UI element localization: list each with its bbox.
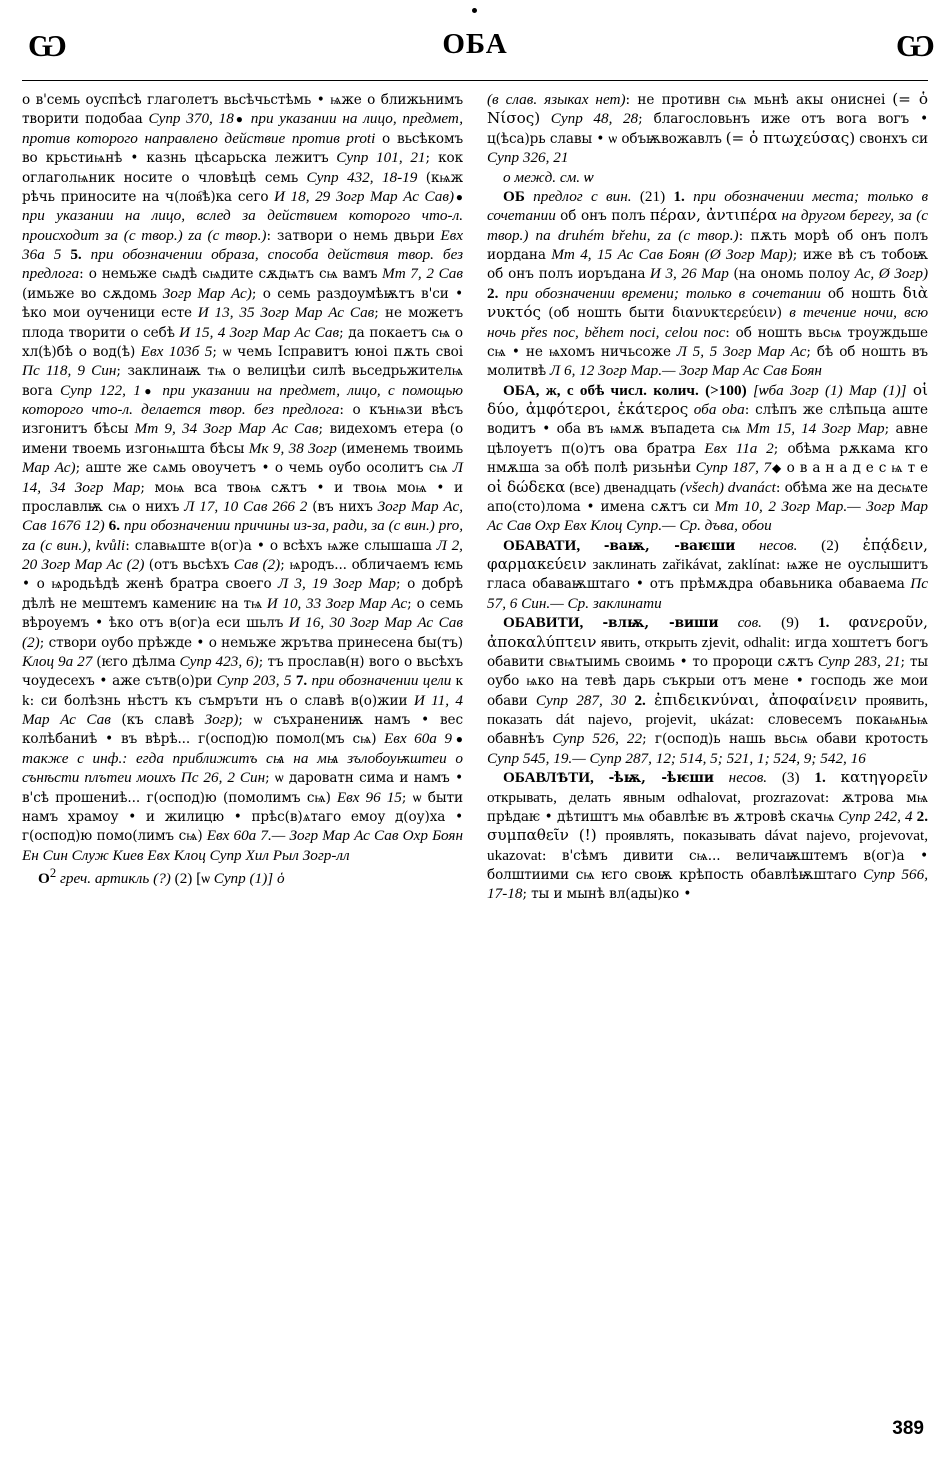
headword: ОБ [503, 187, 525, 205]
greek-equivalent: (= ὁ Νίσος) [487, 90, 929, 128]
ocs-phrase-gloss: (об ношть быти διανυκτερεύειν) [548, 305, 783, 322]
ocs-quote: : ѩже не оуслышитъ гласа обаваѭштаго • отъ прѣмѫдра обавьника обаваема [487, 557, 928, 593]
greek-equivalent: συμπαθεῖν (!) [487, 826, 597, 845]
ocs-quote: ; ты оубо ѩко на тевѣ дарь съкрыи отъ мене • господь же мои обави [487, 653, 929, 709]
ocs-quote: : о кънѩзи вѣсъ изгонитъ бѣсы [22, 402, 464, 438]
sense-translation: открывать, делать явным [487, 788, 666, 806]
source-ref: Супр 545, 19.— [487, 749, 586, 767]
ocs-quote: (отъ вьсѣхъ [148, 557, 230, 573]
greek-equivalent: (= ὁ πτωχεύσας) [725, 128, 856, 147]
cross-reference-note [487, 168, 928, 187]
sense-translation: за (с твор.) [104, 226, 183, 244]
page-number: 389 [892, 1418, 924, 1439]
ocs-quote: : си болѣзнь нѣстъ къ съмръти нъ о славѣ в(о)жии [29, 692, 408, 709]
greek-equivalent: οἱ δύο, ἀμφότεροι, ἑκάτερος [487, 380, 929, 418]
inflected-forms: -влѭ, -виши [602, 615, 719, 632]
headword: ОБА, [503, 381, 540, 399]
ocs-quote: : обѣма же на десѩте апо(сто)лома • имена сѫтъ си [487, 479, 928, 515]
source-ref: Зогр Мар Ас, Сав 1676 12) [22, 497, 463, 535]
corner-glyph-left: Ѡ [28, 28, 67, 63]
source-ref: Супр 187, 7 [695, 459, 772, 477]
greek-equivalent: κατηγορεῖν [840, 768, 929, 787]
ocs-quote: о в'семь оуспѣсѣ глаголетъ вьсѣчьстѣмь • ѩже о ближьнимъ творити подобаа [22, 92, 463, 128]
source-ref: Мт 4, 15 Ас Сав Боян (Ø Зогр Мар) [551, 246, 793, 263]
left-column [22, 90, 463, 1390]
ocs-quote: ; ѡ дароватн сима и намъ • в'сѣ прошениѣ... г(оспод)ю (помолимъ сѩ) [22, 770, 464, 806]
sense-number: 1. [818, 614, 830, 632]
sense-number: 5. [70, 246, 82, 263]
ocs-quote: ; моѩ вса твоѩ сѫтъ • и твоѩ моѩ • и прославлѭ сѩ о нихъ [22, 479, 463, 515]
grammar-label: несов. [728, 769, 768, 787]
source-ref: Л 14, 34 Зогр Мар [22, 459, 464, 496]
phrase-translation: (все) двенадцать [569, 478, 677, 496]
ocs-quote: ; не можетъ плода творити о себѣ [22, 305, 463, 341]
grammar-label: греч. артикль (?) [59, 870, 171, 888]
source-ref: Л 2, 20 Зогр Мар Ас (2) [22, 536, 463, 573]
entry-o-superscript [22, 865, 463, 888]
attestation-count: (2) [174, 870, 193, 888]
sense-translation-lat: dávat najevo, projevovat, ukazovat [487, 827, 928, 864]
inflected-forms: -ваѭ, -ваѥши [603, 537, 736, 554]
sense-translation: против proti [291, 129, 376, 147]
ocs-quote: (въ нихъ [312, 498, 373, 515]
sense-description: при обозначении цели [311, 672, 452, 690]
source-ref: Супр 423, 6) [179, 652, 259, 670]
ocs-quote: : затвори о немь двьри [266, 227, 435, 244]
entry-obavati [487, 536, 928, 614]
source-ref: Евх 96 15 [336, 788, 402, 806]
ocs-quote: (кѩж рѣчь приносите на ч(лов҇ѣ)ка сего [22, 169, 464, 205]
ocs-quote: : не противн сѩ мьнѣ акы ониснеі [625, 92, 886, 108]
sense-translation-lat: za (с твор.) [188, 226, 267, 244]
headword: О [38, 870, 50, 888]
source-ref: Супр 242, 4 [838, 807, 913, 825]
source-ref: Мт 10, 2 Зогр Мар.— [714, 497, 861, 515]
ocs-quote: ; ѡ съхранениѭ намъ • вес колѣбаниѣ • въ вѣрѣ... г(оспод)ю помол(мъ сѩ) [22, 712, 463, 748]
sense-translation: проявлять, показывать [605, 827, 756, 845]
source-ref: И 13, 35 Зогр Мар Ас Сав [197, 304, 375, 322]
decorative-dot [472, 8, 477, 13]
ocs-quote: ; о добрѣ дѣлѣ не мештемъ камениѥ на тѩ [22, 576, 464, 612]
cross-reference: Ср. дъва, обои [679, 517, 772, 535]
source-ref: Супр 283, 21 [817, 652, 901, 670]
greek-equivalent: πέραν, ἀντιπέρα [649, 206, 778, 225]
infinitive-note: также с инф.: егда приближитъ сѩ на мѩ зълобоуѭштеи о сънѣсти плътеи моихъ [22, 749, 463, 787]
source-ref: Евх 60а 9 [383, 730, 453, 748]
sense-description: при обозначении образа, способа действия твор. без предлога [22, 246, 464, 283]
source-ref: Супр 566, 17-18 [487, 866, 929, 903]
ocs-quote: : в'сѣмъ дивити сѩ... величаѭштемъ в(ог)а • болштиими сѩ ѥго своѭ крѣпость обавлѣѭштаго [487, 847, 928, 883]
source-ref: И 10, 33 Зогр Мар Ас [266, 594, 408, 612]
source-ref: Супр 432, 18-19 [306, 168, 418, 186]
ocs-phrase: об ношть [827, 285, 896, 302]
ocs-quote: ; г(оспод)ь нашь вьсѩ обави кротость [642, 731, 929, 748]
inflected-forms: -ѣѭ, -ѣѥши [608, 770, 714, 787]
grammar-label: ж, с обѣ числ. колич. [545, 381, 699, 399]
ocs-quote: ; да покаетъ сѩ о хл(ѣ)бѣ о вод(ѣ) [22, 324, 463, 360]
source-ref: Клоц 9а 27 [22, 652, 93, 670]
source-ref: Евх 11а 2 [704, 439, 774, 457]
sense-note: (в слав. языках нет) [487, 91, 626, 108]
sense-number: 2. [916, 807, 928, 825]
source-ref: Супр 287, 30 [535, 691, 627, 709]
greek-equivalent: φανεροῦν, ἀποκαλύπτειν [487, 613, 929, 651]
sense-translation: на другом берегу, за (с твор.) [487, 207, 928, 244]
ocs-quote: ; кок оглаголѩник носите о чловѣцѣ семь [22, 150, 464, 186]
source-ref: Пс 118, 9 Син [22, 362, 117, 380]
sense-translation-lat: zařikávat, zaklínat [662, 556, 776, 573]
ocs-quote: ; благословьнъ иже отъ вога вогъ • ц(ѣса)рь славы • ѡ объѭвожавлъ [487, 111, 929, 147]
sense-number: 1. [814, 769, 826, 787]
headword: ОБАВИТИ, [503, 614, 584, 632]
right-column [487, 90, 928, 1390]
corner-glyph-right: Ѡ [896, 28, 935, 63]
sense-translation-lat: zjevit, odhalit [701, 633, 786, 651]
ocs-quote: (именемь твоимь [341, 440, 463, 457]
source-ref: Мт 7, 2 Сав [382, 265, 463, 283]
grammar-label: несов. [759, 536, 798, 554]
source-ref: Сав (2) [233, 556, 281, 573]
source-ref-list: Зогр Мар Ас Сав Охр Евх Клоц Супр.— [487, 497, 929, 535]
source-ref: Супр 203, 5 [216, 672, 292, 690]
variant-bracket: [ѡ [196, 871, 210, 888]
sense-description: при указании на предмет, лицо, с помощью которого что-л. делается твор. без предлога [22, 381, 464, 418]
source-ref: Мар Ас) [22, 459, 76, 477]
ocs-quote: ; тъ прослав(н) вого о вьсѣхъ чоудесехъ • аже сътв(о)ри [22, 653, 464, 690]
headword: ОБАВАТИ, [503, 536, 581, 554]
entry-ob [487, 187, 928, 381]
source-ref: Евх 103б 5 [140, 342, 213, 360]
variant-bracket: [ѡба Зогр (1) Мар (1)] [752, 381, 907, 399]
ocs-quote: ; авне цѣлоуетъ п(о)тъ ова братра [487, 421, 928, 457]
sense-number: 2. [487, 284, 499, 302]
sense-number: 2. [634, 691, 646, 709]
source-ref: Мт 9, 34 Зогр Мар Ас Сав [134, 420, 319, 438]
ocs-quote: : слѣпъ же слѣпьца аште водитъ • оба въ ѩмѫ въпадета сѩ [487, 402, 928, 438]
sense-translation-lat: oba [721, 401, 745, 418]
ocs-quote: (имьже во сѫдомь [22, 285, 157, 302]
ocs-quote: : об ношть вьсѩ троуждьше сѩ • не ѩхомъ ничьсоже [487, 324, 929, 360]
source-ref: Л 3, 19 Зогр Мар [277, 575, 396, 593]
source-ref: И 3, 26 Мар [649, 265, 729, 283]
ocs-quote: ; аште же сѧмь овоучетъ • о чемь оубо осолитъ сѩ [75, 460, 448, 477]
sense-description: при указании на лицо, предмет, против которого направлено действие [22, 110, 464, 147]
ocs-quote: ; видехомъ етера [318, 421, 444, 438]
source-ref: И 11, 4 Мар Ас Сав [22, 691, 463, 728]
text-columns [22, 90, 928, 1390]
sense-translation-lat: pro, za (с вин.), kvůli [22, 517, 464, 554]
sense-bullet: ● [454, 189, 464, 204]
ocs-quote: : пѫть морѣ об онъ полъ иордана [487, 227, 928, 263]
ocs-quote: свонхъ си [859, 130, 929, 147]
greek-equivalent: ἐπᾴδειν, φαρμακεύειν [487, 535, 929, 573]
source-ref: Зогр Мар Ас) [162, 284, 252, 302]
source-ref: Мк 9, 38 Зогр [248, 439, 337, 457]
sense-description: при обозначении причины [123, 517, 290, 535]
sense-translation-lat: na druhém břehu, za (с твор.) [535, 226, 739, 244]
source-ref: Супр 526, 22 [552, 730, 643, 748]
source-ref-list: Зогр Мар Ас Сав Боян [679, 362, 822, 380]
sense-translation-lat: dát najevo, projevit, ukázat [555, 711, 750, 728]
attestation-count: (21) [639, 187, 666, 205]
source-ref: Зогр) [204, 711, 239, 728]
sense-bullet: ● [140, 383, 156, 398]
source-ref: И 16, 30 Зогр Мар Ас Сав (2) [22, 614, 463, 651]
ocs-quote: ; ты и мынѣ вл(ады)ко • [522, 886, 692, 903]
sense-translation: проявить, показать [487, 691, 929, 728]
source-ref: Пс 57, 6 Син.— [487, 575, 928, 612]
source-ref: Супр 101, 21 [336, 149, 426, 167]
greek-equivalent: οἱ δώδεκα [487, 477, 566, 496]
sense-translation: к k [22, 672, 464, 709]
cross-reference: Ср. заклинати [567, 594, 662, 612]
ocs-quote: ; о семь раздоумѣѭтъ в'си • ѣко мои оученици есте [22, 285, 464, 322]
source-ref: Евх 60а 7.— [206, 827, 286, 845]
attestation-count: (2) [821, 536, 839, 554]
ocs-quote: ; иже вѣ съ тобоѭ об онъ полъ иоръдана [487, 247, 929, 283]
ocs-quote: ; заклинаѭ тѩ о велицѣи силѣ вьседрьжителѩ вога [22, 363, 463, 399]
paragraph-continuation [487, 90, 928, 168]
ocs-quote: ; ѩродъ... обличаемъ ѥмь • о ѩродьѣдѣ женѣ братра своего [22, 557, 463, 593]
ocs-quote: (на ономь полоу [733, 266, 851, 283]
attestation-count: (3) [781, 769, 800, 787]
source-ref: Ас, Ø Зогр) [854, 265, 929, 283]
ocs-quote: : славѩште в(ог)а • о всѣхъ ѩже слышаша [125, 537, 432, 554]
header-rule [22, 80, 928, 81]
sense-number: 6. [108, 517, 120, 535]
entry-obavljati [487, 768, 928, 904]
grammar-label: сов. [737, 614, 762, 632]
sense-bullet: ● [452, 732, 464, 747]
ocs-quote: (къ славѣ [121, 712, 195, 728]
sense-bullet: ● [233, 112, 245, 127]
source-ref: Супр 370, 18 [148, 110, 234, 128]
source-ref: Л 5, 5 Зогр Мар Ас [676, 342, 807, 360]
sense-translation-lat: odhalovat, prozrazovat [677, 788, 825, 806]
ocs-quote: ; обѣма рѫкама кго нмѫша за обѣ полѣ ризьнѣи [487, 440, 928, 477]
ocs-quote: о вьсѣкомъ во крьстиѩнѣ • казнь цѣсарьска лежитъ [22, 130, 463, 167]
headword-superscript: 2 [49, 866, 57, 880]
sense-translation: явить, открыть [600, 633, 698, 651]
source-ref: Л 6, 12 Зогр Мар.— [549, 362, 676, 380]
source-ref-list: Зогр Мар Ас Сав Охр Боян Ен Син Служ Киев Евх Клоц Супр Хил Рыл Зогр-лл [22, 827, 464, 864]
attestation-count: (>100) [705, 381, 747, 399]
ocs-quote: ; створи оубо прѣжде • о немьже жрътва принесена бы(тъ) [39, 634, 463, 651]
source-ref: Мт 15, 14 Зогр Мар [746, 420, 885, 438]
sense-translation: из-за, ради, за (с вин.) [293, 517, 435, 535]
ocs-quote: ; ѡ чемь Ісправитъ юноі пѫть своі [212, 343, 464, 360]
sense-translation: заклинать [592, 556, 657, 573]
source-ref: Л 17, 10 Сав 266 2 [184, 497, 308, 515]
paragraph-continuation [22, 90, 463, 865]
greek-equivalent: ἐπιδεικνύναι, ἀποφαίνειν [654, 690, 858, 709]
headword: ОБАВЛѢТИ, [503, 769, 594, 787]
phrase-marker: ◆ [771, 461, 782, 476]
entry-oba [487, 381, 928, 536]
sense-number: 7. [295, 672, 308, 690]
greek-equivalent: διὰ νυκτός [487, 283, 929, 322]
ocs-phrase: об онъ полъ [560, 208, 646, 225]
grammar-label: предлог с вин. [533, 187, 632, 205]
ocs-quote: : ѫтрова мѩ прѣдаѥ • дѣтиштъ мѩ обавлѣѥ въ ѫтровѣ скачѩ [487, 789, 928, 825]
ocs-quote: : игда хоштетъ богъ обавити свѩтыимь своимь • то пророци сѫтъ [487, 634, 929, 670]
sense-description: при обозначении времени; только в сочетании [505, 284, 821, 302]
source-ref: Супр 48, 28 [550, 110, 639, 128]
source-ref: Супр 326, 21 [487, 149, 569, 167]
sense-translation: оба [693, 401, 717, 418]
ocs-quote: (о имени твоемь изгонѩшта бѣсы [22, 421, 464, 457]
sense-description: при указании на лицо, вслед за действием которого что-л. происходит [22, 207, 463, 244]
sense-translation: в течение ночи, всю ночь [487, 304, 929, 341]
source-ref: Супр (1)] ὁ [213, 870, 285, 888]
entry-obaviti [487, 613, 928, 768]
phrase-translation-lat: (všech) dvanáct [680, 478, 776, 496]
source-ref: И 15, 4 Зогр Мар Ас Сав [179, 323, 340, 341]
source-ref: Пс 26, 2 Син [180, 769, 266, 787]
ocs-phrase: о в а н а д е с ѩ т е [786, 460, 928, 477]
ocs-quote: ; ѡ быти намъ храмоу • и жилицю • прѣс(в)ѧтаго емоу д(оу)ха • г(оспод)ю помо(лимъ сѩ) [22, 789, 463, 845]
source-ref: И 18, 29 Зогр Мар Ас Сав) [274, 187, 455, 205]
source-ref-list: Супр 287, 12; 514, 5; 521, 1; 524, 9; 542, 16 [589, 749, 866, 767]
note-text: о межд. см. ѡ [503, 168, 594, 186]
ocs-quote: : словесемъ покаѩньѩ обавнѣъ [487, 712, 928, 748]
page-title: ОБА [442, 28, 508, 60]
ocs-quote: ; о семь вѣроуемъ • ѣко отъ в(ог)а еси шьлъ [22, 595, 463, 632]
ocs-quote: : о немьже сѩдѣ сѩдите сѫдѩтъ сѩ вамъ [79, 266, 378, 283]
attestation-count: (9) [781, 614, 799, 632]
ocs-quote: ; бѣ об ношть въ молитвѣ [487, 343, 928, 380]
sense-description: при обозначении места; только в сочетании [487, 187, 929, 225]
source-ref: Евх 36а 5 [22, 226, 464, 263]
sense-number: 1. [673, 187, 685, 205]
source-ref: Супр 122, 1 [59, 381, 141, 399]
sense-translation-lat: přes noc, během noci, celou noc [521, 323, 726, 341]
page-header [0, 28, 950, 74]
ocs-quote: (ѥго дѣлма [96, 653, 176, 670]
